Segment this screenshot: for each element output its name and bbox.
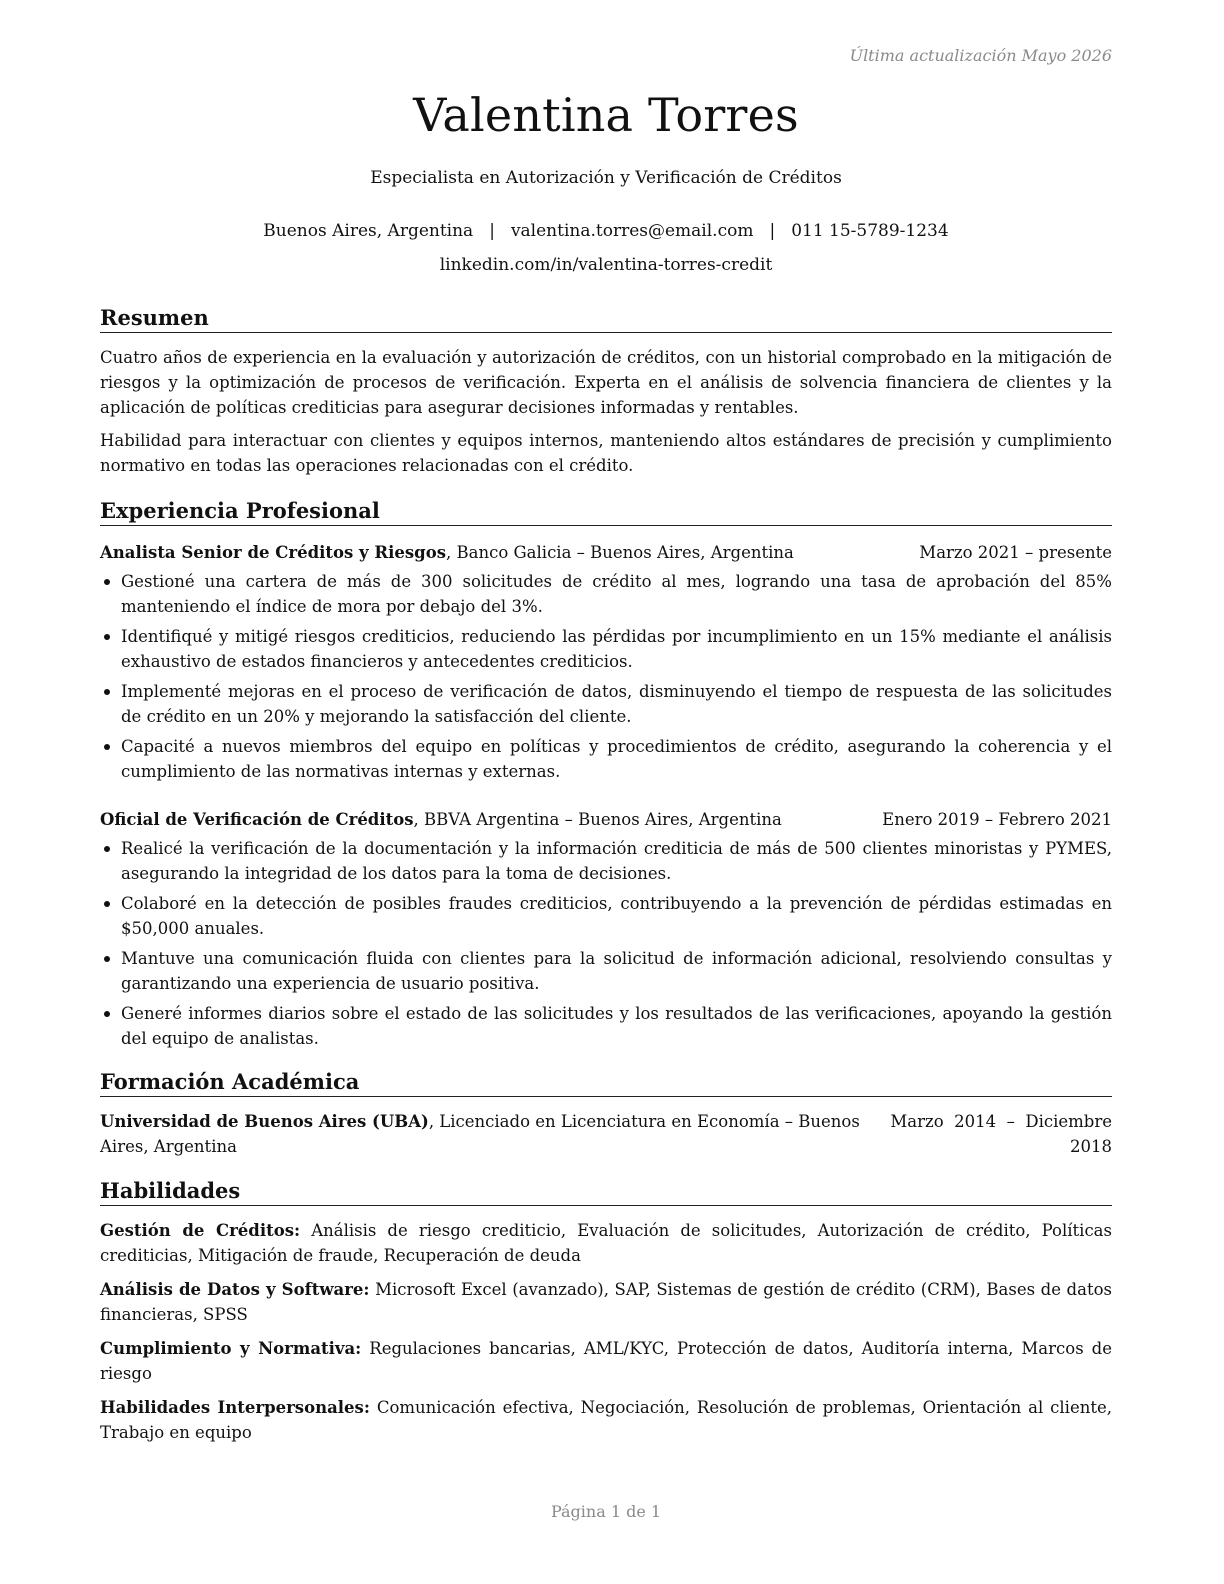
education-section bbox=[100, 1068, 1112, 1159]
education-location: Aires, Argentina bbox=[100, 1137, 237, 1156]
education-line-2 bbox=[100, 1134, 1112, 1159]
job-bullets bbox=[100, 836, 1112, 1051]
section-title: Habilidades bbox=[100, 1177, 1112, 1206]
job-org: , Banco Galicia – Buenos Aires, Argentina bbox=[446, 543, 794, 562]
education-dates-year: 2018 bbox=[1070, 1137, 1112, 1156]
job-header bbox=[100, 807, 1112, 832]
contact-line bbox=[100, 221, 1112, 241]
summary-section bbox=[100, 304, 1112, 478]
degree: , Licenciado en Licenciatura en Economía – Buenos bbox=[428, 1112, 860, 1131]
job-bullet: Realicé la verificación de la documentación y la información crediticia de más de 500 clientes minoristas y PYMES, asegurando la integridad de los datos para la toma de decisiones. bbox=[100, 836, 1112, 886]
job-role: Oficial de Verificación de Créditos bbox=[100, 810, 414, 829]
skill-group bbox=[100, 1395, 1112, 1445]
job-bullet: Implementé mejoras en el proceso de verificación de datos, disminuyendo el tiempo de respuesta de las solicitudes de crédito en un 20% y mejorando la satisfacción del cliente. bbox=[100, 679, 1112, 729]
job-entry bbox=[100, 540, 1112, 784]
summary-paragraph: Habilidad para interactuar con clientes y equipos internos, manteniendo altos estándares de precisión y cumplimiento normativo en todas las operaciones relacionadas con el crédito. bbox=[100, 431, 1112, 475]
skill-label: Análisis de Datos y Software: bbox=[100, 1280, 370, 1299]
job-dates: Marzo 2021 – presente bbox=[919, 543, 1112, 562]
education-dates: Marzo 2014 – Diciembre bbox=[890, 1112, 1112, 1131]
section-title: Experiencia Profesional bbox=[100, 497, 1112, 526]
candidate-name: Valentina Torres bbox=[413, 88, 799, 142]
location: Buenos Aires, Argentina bbox=[263, 221, 474, 241]
job-bullet: Colaboré en la detección de posibles fraudes crediticios, contribuyendo a la prevención de pérdidas estimadas en $50,000 anuales. bbox=[100, 891, 1112, 941]
last-updated: Última actualización Mayo 2026 bbox=[849, 46, 1112, 65]
job-bullet: Generé informes diarios sobre el estado de las solicitudes y los resultados de las verificaciones, apoyando la gestión del equipo de analistas. bbox=[100, 1001, 1112, 1051]
job-entry bbox=[100, 807, 1112, 1051]
job-bullet: Gestioné una cartera de más de 300 solicitudes de crédito al mes, logrando una tasa de aprobación del 85% manteniendo el índice de mora por debajo del 3%. bbox=[100, 569, 1112, 619]
separator: | bbox=[769, 221, 776, 241]
skill-label: Habilidades Interpersonales: bbox=[100, 1398, 370, 1417]
job-dates: Enero 2019 – Febrero 2021 bbox=[882, 810, 1112, 829]
job-bullets bbox=[100, 569, 1112, 784]
school-name: Universidad de Buenos Aires (UBA) bbox=[100, 1112, 429, 1131]
section-title: Formación Académica bbox=[100, 1068, 1112, 1097]
education-line-1 bbox=[100, 1109, 1112, 1134]
skill-label: Gestión de Créditos: bbox=[100, 1221, 301, 1240]
skill-items: Comunicación efectiva, Negociación, Resolución de problemas, Orientación al cliente, Trabajo en equipo bbox=[100, 1398, 1112, 1442]
linkedin-link[interactable]: linkedin.com/in/valentina-torres-credit bbox=[439, 255, 773, 275]
skill-items: Regulaciones bancarias, AML/KYC, Protección de datos, Auditoría interna, Marcos de riesgo bbox=[100, 1339, 1112, 1383]
skill-label: Cumplimiento y Normativa: bbox=[100, 1339, 362, 1358]
page-number: Página 1 de 1 bbox=[550, 1502, 662, 1521]
education-entry bbox=[100, 1109, 1112, 1159]
job-bullet: Capacité a nuevos miembros del equipo en políticas y procedimientos de crédito, asegurando la coherencia y el cumplimiento de las normativas internas y externas. bbox=[100, 734, 1112, 784]
job-header bbox=[100, 540, 1112, 565]
section-title: Resumen bbox=[100, 304, 1112, 333]
skill-items: Análisis de riesgo crediticio, Evaluación de solicitudes, Autorización de crédito, Políticas crediticias, Mitigación de fraude, Recuperación de deuda bbox=[100, 1221, 1112, 1265]
job-role: Analista Senior de Créditos y Riesgos bbox=[100, 543, 446, 562]
job-org: , BBVA Argentina – Buenos Aires, Argentina bbox=[413, 810, 782, 829]
skills-section bbox=[100, 1177, 1112, 1445]
skill-items: Microsoft Excel (avanzado), SAP, Sistemas de gestión de crédito (CRM), Bases de datos financieras, SPSS bbox=[100, 1280, 1112, 1324]
skill-group bbox=[100, 1277, 1112, 1327]
skill-group bbox=[100, 1336, 1112, 1386]
candidate-title: Especialista en Autorización y Verificación de Créditos bbox=[370, 168, 842, 188]
separator: | bbox=[489, 221, 495, 241]
skill-group bbox=[100, 1218, 1112, 1268]
summary-paragraph: Cuatro años de experiencia en la evaluación y autorización de créditos, con un historial comprobado en la mitigación de riesgos y la optimización de procesos de verificación. Experta en el análisis de solvencia financiera de clientes y la aplicación de políticas crediticias para asegurar decisiones informadas y rentables. bbox=[100, 348, 1112, 417]
experience-section bbox=[100, 497, 1112, 1051]
phone: 011 15-5789-1234 bbox=[791, 221, 949, 241]
job-bullet: Mantuve una comunicación fluida con clientes para la solicitud de información adicional, resolviendo consultas y garantizando una experiencia de usuario positiva. bbox=[100, 946, 1112, 996]
job-bullet: Identifiqué y mitigé riesgos crediticios, reduciendo las pérdidas por incumplimiento en un 15% mediante el análisis exhaustivo de estados financieros y antecedentes crediticios. bbox=[100, 624, 1112, 674]
email-link[interactable]: valentina.torres@email.com bbox=[510, 221, 754, 241]
